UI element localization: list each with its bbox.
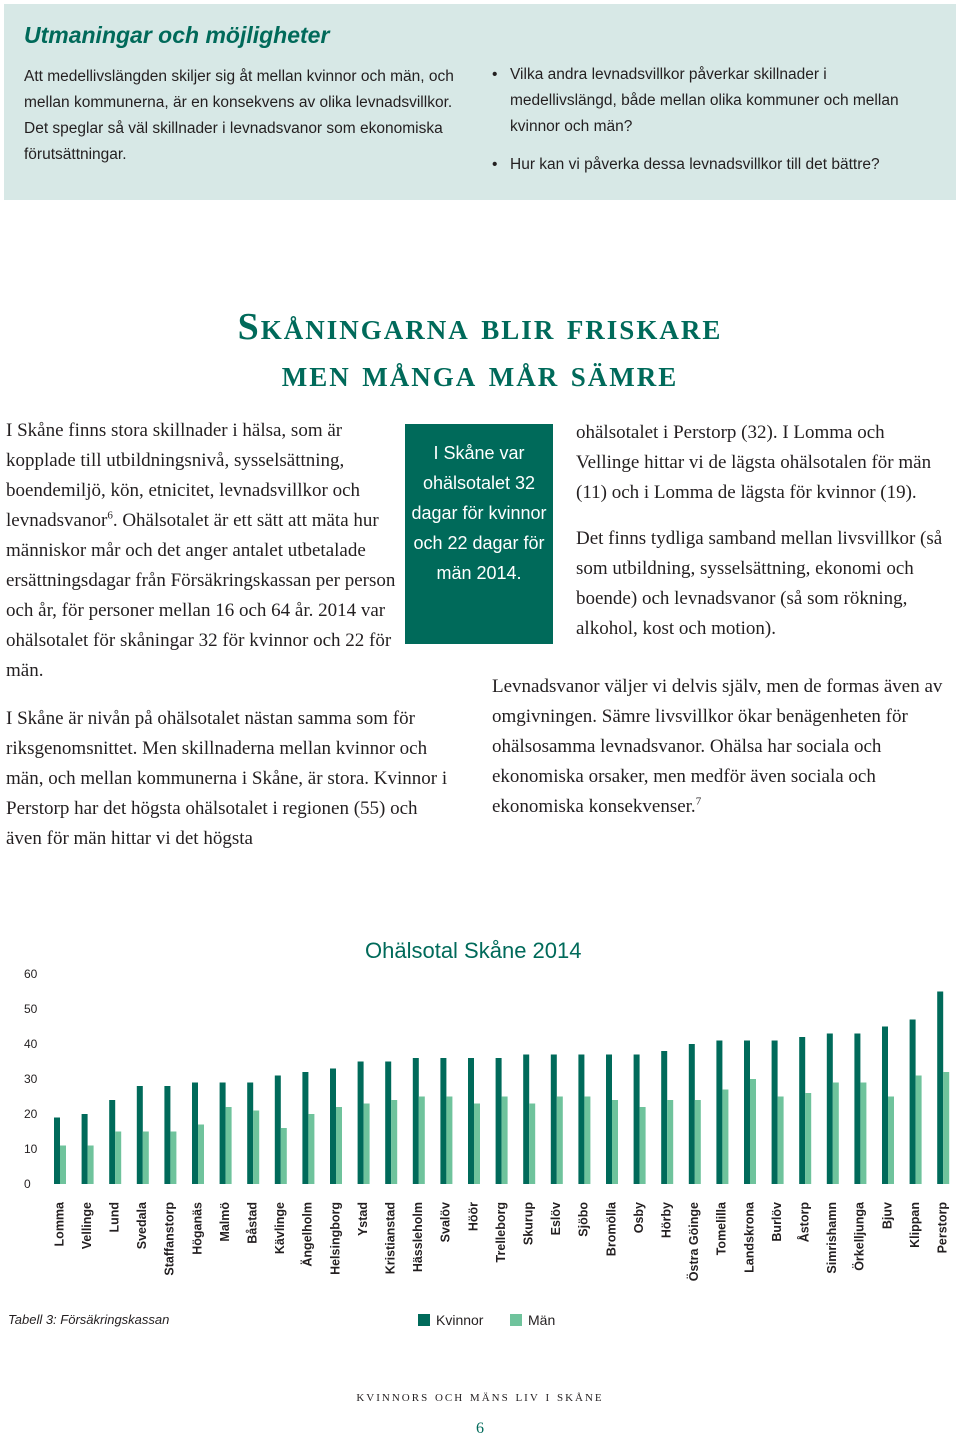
bar-man — [778, 1097, 784, 1185]
bar-man — [529, 1104, 535, 1185]
bar-kvinnor — [689, 1044, 695, 1184]
legend-item-kvinnor — [418, 1312, 483, 1328]
x-tick-label: Hörby — [659, 1202, 674, 1239]
x-tick-label: Ystad — [355, 1202, 370, 1237]
bar-chart — [0, 960, 960, 1295]
bar-man — [88, 1146, 94, 1185]
bar-man — [750, 1079, 756, 1184]
footnote-ref: 6 — [107, 509, 113, 522]
x-tick-label: Svedala — [135, 1202, 150, 1250]
body-paragraph — [492, 672, 952, 822]
bar-man — [557, 1097, 563, 1185]
legend-label: Män — [528, 1312, 556, 1328]
bar-kvinnor — [109, 1100, 115, 1184]
box-question — [492, 152, 932, 178]
body-paragraph: ohälsotalet i Perstorp (32). I Lomma och Vellinge hittar vi de lägsta ohälsotalen för män (11) och i Lomma de lägsta för kvinnor (19). — [576, 422, 932, 503]
bar-man — [115, 1132, 121, 1185]
bar-kvinnor — [220, 1083, 226, 1185]
x-tick-label: Höganäs — [190, 1202, 205, 1255]
body-text: . Ohälsotalet är ett sätt att mäta hur människor mår och det anger antalet utbetalade ersättningsdagar från Försäkringskassan per person och år, för personer mellan 16 och 64 år. 2014 var ohälsotalet för skåningar 32 för kvinnor och 22 för män. — [6, 510, 396, 681]
y-tick-label: 0 — [24, 1177, 31, 1191]
bar-man — [833, 1083, 839, 1185]
bar-kvinnor — [827, 1034, 833, 1185]
x-tick-label: Burlöv — [769, 1202, 784, 1242]
x-tick-label: Eslöv — [549, 1202, 564, 1236]
bar-man — [60, 1146, 66, 1185]
footnote-ref: 7 — [695, 795, 702, 808]
x-tick-label: Kristianstad — [383, 1202, 398, 1275]
x-tick-label: Bromölla — [604, 1202, 619, 1257]
x-tick-label: Osby — [631, 1202, 646, 1234]
bar-man — [308, 1114, 314, 1184]
bar-kvinnor — [468, 1058, 474, 1184]
bar-man — [888, 1097, 894, 1185]
bar-man — [612, 1100, 618, 1184]
bar-kvinnor — [385, 1062, 391, 1185]
bar-man — [364, 1104, 370, 1185]
bar-man — [143, 1132, 149, 1185]
bar-man — [640, 1107, 646, 1184]
chart-source: Tabell 3: Försäkringskassan — [8, 1312, 170, 1327]
x-tick-label: Ängelholm — [300, 1202, 315, 1267]
x-tick-label: Båstad — [245, 1202, 260, 1244]
bar-man — [695, 1100, 701, 1184]
running-footer: kvinnors och mäns liv i skåne — [356, 1389, 604, 1405]
bar-kvinnor — [523, 1055, 529, 1185]
bar-kvinnor — [440, 1058, 446, 1184]
bar-kvinnor — [275, 1076, 281, 1185]
bar-kvinnor — [744, 1041, 750, 1185]
bar-man — [916, 1076, 922, 1185]
bar-kvinnor — [496, 1058, 502, 1184]
bar-kvinnor — [330, 1069, 336, 1185]
body-column-left — [6, 416, 448, 854]
bar-man — [502, 1097, 508, 1185]
bar-kvinnor — [302, 1072, 308, 1184]
x-tick-label: Åstorp — [797, 1202, 812, 1243]
body-text: I Skåne finns stora skillnader i hälsa, som är kopplade till utbildningsnivå, sysselsättning, boendemiljö, kön, etnicitet, levnadsvillkor och levnadsvanor — [6, 420, 361, 531]
x-tick-label: Helsingborg — [328, 1202, 343, 1275]
x-tick-label: Tomelilla — [714, 1202, 729, 1256]
y-tick-label: 50 — [24, 1002, 38, 1016]
legend-swatch — [418, 1314, 430, 1326]
box-intro-text: Att medellivslängden skiljer sig åt mellan kvinnor och män, och mellan kommunerna, är en konsekvens av olika levnadsvillkor. Det speglar så väl skillnader i levnadsvanor som ekonomiska förutsättningar. — [24, 68, 454, 163]
box-question-text: Hur kan vi påverka dessa levnadsvillkor till det bättre? — [510, 156, 880, 173]
bar-man — [253, 1111, 259, 1185]
bar-kvinnor — [606, 1055, 612, 1185]
bar-kvinnor — [82, 1114, 88, 1184]
x-tick-label: Vellinge — [79, 1202, 94, 1250]
bar-kvinnor — [578, 1055, 584, 1185]
page-number: 6 — [476, 1420, 484, 1437]
x-tick-label: Perstorp — [935, 1202, 950, 1254]
bar-man — [722, 1090, 728, 1185]
body-column-right — [576, 418, 948, 644]
x-tick-label: Skurup — [521, 1202, 536, 1246]
x-tick-label: Lomma — [52, 1202, 67, 1247]
chart-title: Ohälsotal Skåne 2014 — [365, 938, 582, 963]
box-title: Utmaningar och möjligheter — [24, 22, 330, 48]
bar-kvinnor — [772, 1041, 778, 1185]
x-tick-label: Klippan — [907, 1202, 922, 1248]
x-tick-label: Kävlinge — [273, 1202, 288, 1255]
x-tick-label: Malmö — [217, 1202, 232, 1242]
bar-kvinnor — [634, 1055, 640, 1185]
bar-man — [446, 1097, 452, 1185]
x-tick-label: Trelleborg — [493, 1202, 508, 1263]
bar-man — [667, 1100, 673, 1184]
bar-kvinnor — [192, 1083, 198, 1185]
callout-box: I Skåne var ohälsotalet 32 dagar för kvinnor och 22 dagar för män 2014. — [405, 424, 553, 644]
legend-item-man — [510, 1312, 555, 1328]
x-tick-label: Simrishamn — [825, 1202, 840, 1274]
bar-man — [391, 1100, 397, 1184]
section-heading-line2: men många mår sämre — [281, 353, 679, 395]
y-tick-label: 60 — [24, 967, 38, 981]
bar-man — [584, 1097, 590, 1185]
x-tick-label: Staffanstorp — [162, 1202, 177, 1276]
body-column-right-lower — [492, 672, 952, 822]
x-tick-label: Sjöbo — [576, 1202, 591, 1237]
bar-man — [474, 1104, 480, 1185]
body-paragraph: Det finns tydliga samband mellan livsvillkor (så som utbildning, sysselsättning, ekonomi och boende) och levnadsvanor (så som rökning, alkohol, kost och motion). — [576, 528, 943, 639]
x-tick-label: Landskrona — [742, 1202, 757, 1273]
x-tick-label: Höör — [466, 1202, 481, 1232]
box-question-list — [492, 62, 932, 190]
bar-kvinnor — [413, 1058, 419, 1184]
bar-man — [281, 1128, 287, 1184]
bar-kvinnor — [937, 992, 943, 1185]
x-tick-label: Lund — [107, 1202, 122, 1233]
bar-kvinnor — [799, 1037, 805, 1184]
bar-kvinnor — [358, 1062, 364, 1185]
y-tick-label: 40 — [24, 1037, 38, 1051]
body-paragraph: I Skåne är nivån på ohälsotalet nästan samma som för riksgenomsnittet. Men skillnaderna mellan kvinnor och män, och mellan kommunerna i Skåne, är stora. Kvinnor i Perstorp har det högsta ohälsotalet i regionen (55) och även för män hittar vi det högsta — [6, 708, 448, 849]
bar-man — [226, 1107, 232, 1184]
bar-kvinnor — [137, 1086, 143, 1184]
bar-kvinnor — [54, 1118, 60, 1185]
bar-kvinnor — [661, 1051, 667, 1184]
body-text: Levnadsvanor väljer vi delvis själv, men de formas även av omgivningen. Sämre livsvillkor ökar benägenheten för ohälsosamma levnadsvanor. Ohälsa har sociala och ekonomiska orsaker, men medför även sociala och ekonomiska konsekvenser. — [492, 676, 943, 817]
box-question — [492, 62, 932, 140]
bar-kvinnor — [716, 1041, 722, 1185]
bar-kvinnor — [854, 1034, 860, 1185]
body-paragraph — [6, 416, 406, 686]
bar-man — [170, 1132, 176, 1185]
y-tick-label: 10 — [24, 1142, 38, 1156]
bar-kvinnor — [551, 1055, 557, 1185]
bar-man — [336, 1107, 342, 1184]
bar-man — [860, 1083, 866, 1185]
legend-swatch — [510, 1314, 522, 1326]
bar-kvinnor — [247, 1083, 253, 1185]
bar-man — [198, 1125, 204, 1185]
x-tick-label: Östra Göinge — [687, 1202, 702, 1282]
y-tick-label: 30 — [24, 1072, 38, 1086]
y-tick-label: 20 — [24, 1107, 38, 1121]
x-tick-label: Bjuv — [880, 1202, 895, 1230]
bullet-icon: • — [492, 66, 498, 83]
bar-man — [805, 1093, 811, 1184]
bar-man — [419, 1097, 425, 1185]
bar-kvinnor — [882, 1027, 888, 1185]
x-tick-label: Örkelljunga — [852, 1202, 867, 1271]
bar-kvinnor — [164, 1086, 170, 1184]
x-tick-label: Hässleholm — [411, 1202, 426, 1273]
bar-kvinnor — [910, 1020, 916, 1185]
legend-label: Kvinnor — [436, 1312, 484, 1328]
section-heading-line1: Skåningarna blir friskare — [237, 306, 723, 348]
box-question-text: Vilka andra levnadsvillkor påverkar skillnader i medellivslängd, både mellan olika kommuner och mellan kvinnor och män? — [510, 66, 899, 135]
bullet-icon: • — [492, 156, 498, 173]
bar-man — [943, 1072, 949, 1184]
x-tick-label: Svalöv — [438, 1202, 453, 1243]
